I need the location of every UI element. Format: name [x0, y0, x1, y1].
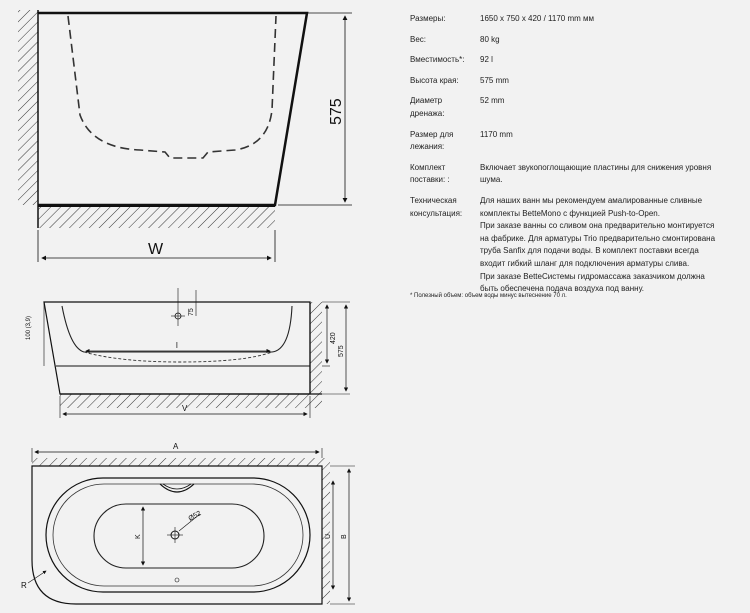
- spec-value: 80 kg: [480, 34, 500, 44]
- spec-label: Размер для лежания:: [410, 129, 454, 152]
- spec-label: Вместимость*:: [410, 55, 465, 65]
- wall-hatch-left: [18, 10, 38, 205]
- spec-value: 52 mm: [480, 96, 505, 106]
- dim-w-label: W: [148, 241, 164, 258]
- spec-label: Размеры:: [410, 14, 446, 23]
- side-view-drawing: [18, 10, 352, 262]
- dim-420-label: 420: [330, 332, 337, 344]
- dim-k-label: K: [135, 534, 142, 539]
- spec-row-technical-advice: [410, 195, 740, 296]
- spec-row-capacity: [410, 54, 740, 67]
- dim-v-label: V: [182, 404, 188, 413]
- floor-hatch-2: [60, 394, 322, 408]
- spec-label: Комплект поставки: :: [410, 162, 450, 185]
- spec-row-lying-length: [410, 129, 740, 154]
- spec-row-dimensions: [410, 13, 740, 26]
- capacity-footnote: * Полезный объем: объем воды минус вытеснение 70 л.: [410, 293, 567, 299]
- dim-a-label: A: [173, 442, 179, 451]
- tub-inner-dashed: [68, 16, 276, 158]
- spec-row-rim-height: [410, 75, 740, 88]
- spec-value: Включает звукопоглощающие пластины для снижения уровня шума.: [480, 162, 712, 185]
- floor-hatch: [38, 206, 275, 228]
- spec-value: 92 l: [480, 55, 493, 65]
- spec-value: 1170 mm: [480, 129, 513, 139]
- spec-row-weight: [410, 34, 740, 47]
- spec-label: Техническая консультация:: [410, 195, 463, 218]
- spec-label: Диаметр дренажа:: [410, 96, 445, 118]
- spec-label: Вес:: [410, 34, 427, 44]
- spec-value: Для наших ванн мы рекомендуем амалированные сливные комплекты BetteMono с функцией Push-to-Open. При заказе ванны со сливом она предварительно монтируется на фабрике. Для арматуры Trio предварительно смонтирована труба Sanfix для подачи воды. В комплект поставки всегда входит гибкий шланг для подключения арматуры слива. При заказе BetteСистемы гидромассажа заказчиком должна быть обеспечена подача воздуха под ванну.: [480, 195, 716, 294]
- dim-b-label: B: [341, 534, 348, 539]
- dim-100-label: 100 (3,9): [26, 315, 32, 340]
- wall-hatch-side: [322, 458, 330, 604]
- dim-575-section-label: 575: [338, 345, 345, 357]
- spec-row-delivery-set: [410, 162, 740, 187]
- spec-value: 575 mm: [480, 75, 509, 85]
- section-view-drawing: [26, 288, 350, 418]
- r-leader-line: [28, 571, 46, 583]
- top-view-drawing: [21, 442, 355, 604]
- dim-r-label: R: [21, 581, 27, 590]
- wall-hatch-right: [310, 302, 322, 394]
- spec-value: 1650 x 750 x 420 / 1170 mm мм: [480, 14, 595, 23]
- spec-row-drain-diameter: [410, 95, 740, 120]
- dim-75-label: 75: [188, 308, 195, 316]
- dim-l-label: l: [176, 341, 178, 350]
- specs-table: [410, 13, 740, 304]
- tub-outline-side: [38, 13, 307, 205]
- dim-d52-label: Ø52: [187, 510, 203, 523]
- wall-hatch-top: [32, 458, 322, 466]
- dim-u-label: U: [325, 533, 332, 539]
- spec-label: Высота края:: [410, 75, 459, 85]
- dim-575-label: 575: [328, 98, 345, 125]
